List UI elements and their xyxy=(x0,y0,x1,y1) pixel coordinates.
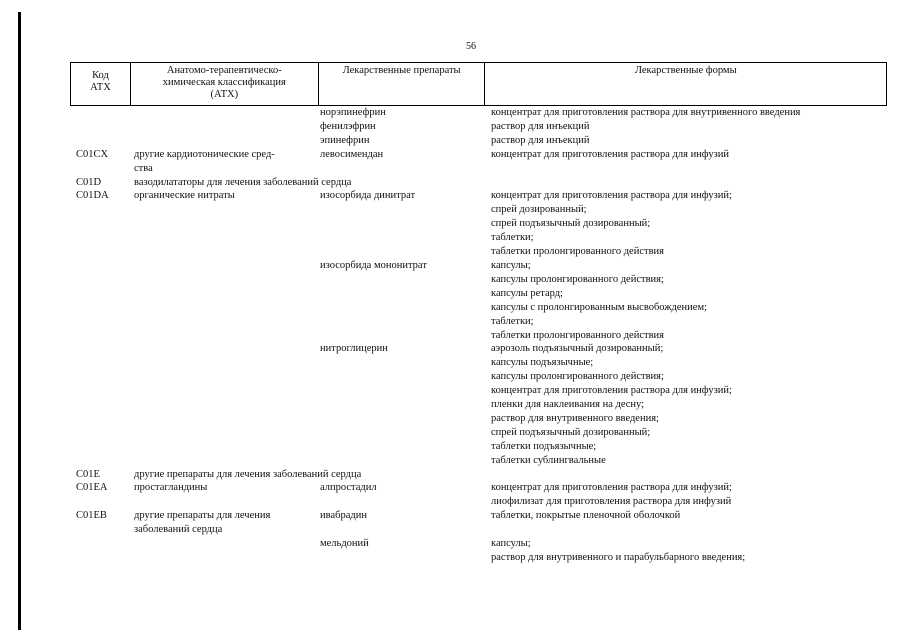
cell-forms: раствор для инъекций xyxy=(491,134,590,146)
cell-drug: фенилэфрин xyxy=(320,120,376,132)
header-forms: Лекарственные формы xyxy=(485,63,887,106)
table-row xyxy=(70,176,887,190)
table-row xyxy=(70,537,887,565)
cell-classification xyxy=(130,120,318,134)
cell-classification xyxy=(130,537,318,565)
cell-forms: концентрат для приготовления раствора для инфузий; спрей дозированный; спрей подъязычный дозированный; таблетки; таблетки пролонгированного действия xyxy=(491,190,732,258)
cell-forms xyxy=(485,176,887,190)
table-row xyxy=(70,468,887,482)
cell-drug xyxy=(318,468,485,482)
cell-code: C01D xyxy=(76,176,102,188)
cell-code: C01EA xyxy=(76,482,108,494)
cell-classification: другие препараты для лечения заболеваний сердца xyxy=(134,468,362,480)
cell-forms: концентрат для приготовления раствора для инфузий xyxy=(491,148,729,160)
cell-code xyxy=(70,106,130,120)
cell-code xyxy=(70,342,130,467)
header-code: Код АТХ xyxy=(71,63,131,106)
cell-drug: изосорбида мононитрат xyxy=(320,259,427,271)
cell-forms: концентрат для приготовления раствора для инфузий; лиофилизат для приготовления раствора для инфузий xyxy=(491,482,732,508)
cell-forms: капсулы; капсулы пролонгированного действия; капсулы ретард; капсулы с пролонгированным высвобождением; таблетки; таблетки пролонгированного действия xyxy=(491,259,708,341)
scan-edge-line xyxy=(18,12,21,630)
cell-classification: простагландины xyxy=(134,482,208,494)
cell-code xyxy=(70,134,130,148)
cell-forms: раствор для инъекций xyxy=(491,120,590,132)
table-row xyxy=(70,134,887,148)
cell-drug: эпинефрин xyxy=(320,134,370,146)
cell-forms: капсулы; раствор для внутривенного и парабульбарного введения; xyxy=(491,538,746,563)
table-row xyxy=(70,259,887,342)
cell-code: C01CX xyxy=(76,148,109,160)
header-classification: Анатомо-терапевтическо- химическая классификация (АТХ) xyxy=(131,63,319,106)
cell-code xyxy=(70,120,130,134)
header-drugs: Лекарственные препараты xyxy=(319,63,486,106)
cell-forms xyxy=(485,468,887,482)
table-body xyxy=(70,106,887,565)
cell-drug xyxy=(318,176,485,190)
cell-code: C01EB xyxy=(76,510,107,522)
table-row xyxy=(70,106,887,120)
table-row xyxy=(70,342,887,467)
cell-classification xyxy=(130,106,318,120)
table-header xyxy=(70,62,887,106)
cell-classification xyxy=(130,134,318,148)
cell-classification xyxy=(130,259,318,342)
table-row xyxy=(70,120,887,134)
table-row xyxy=(70,148,887,176)
cell-classification: другие кардиотонические сред- ства xyxy=(134,148,275,174)
cell-code: C01E xyxy=(76,468,100,480)
table-row xyxy=(70,481,887,509)
cell-classification: органические нитраты xyxy=(134,190,235,202)
cell-forms: аэрозоль подъязычный дозированный; капсулы подъязычные; капсулы пролонгированного действия; концентрат для приготовления раствора для инфузий; пленки для наклеивания на десну; раствор для внутривенного введения; спрей подъязычный дозированный; таблетки подъязычные; таблетки сублингвальные xyxy=(491,343,732,466)
cell-forms: таблетки, покрытые пленочной оболочкой xyxy=(491,510,681,522)
cell-drug: мельдоний xyxy=(320,538,369,550)
cell-drug: изосорбида динитрат xyxy=(320,190,416,202)
cell-forms: концентрат для приготовления раствора для внутривенного введения xyxy=(491,107,801,118)
cell-drug: ивабрадин xyxy=(320,510,367,522)
cell-classification: другие препараты для лечения заболеваний сердца xyxy=(134,510,271,536)
page-number: 56 xyxy=(466,41,476,52)
cell-drug: норэпинефрин xyxy=(320,107,386,118)
cell-classification xyxy=(130,342,318,467)
cell-code xyxy=(70,259,130,342)
table-row xyxy=(70,509,887,537)
cell-code xyxy=(70,537,130,565)
cell-drug: нитроглицерин xyxy=(320,343,388,355)
cell-code: C01DA xyxy=(76,190,109,202)
drug-table xyxy=(70,62,887,565)
cell-drug: алпростадил xyxy=(320,482,377,494)
cell-drug: левосимендан xyxy=(320,148,384,160)
table-row xyxy=(70,189,887,259)
cell-classification: вазодилататоры для лечения заболеваний сердца xyxy=(134,176,352,188)
